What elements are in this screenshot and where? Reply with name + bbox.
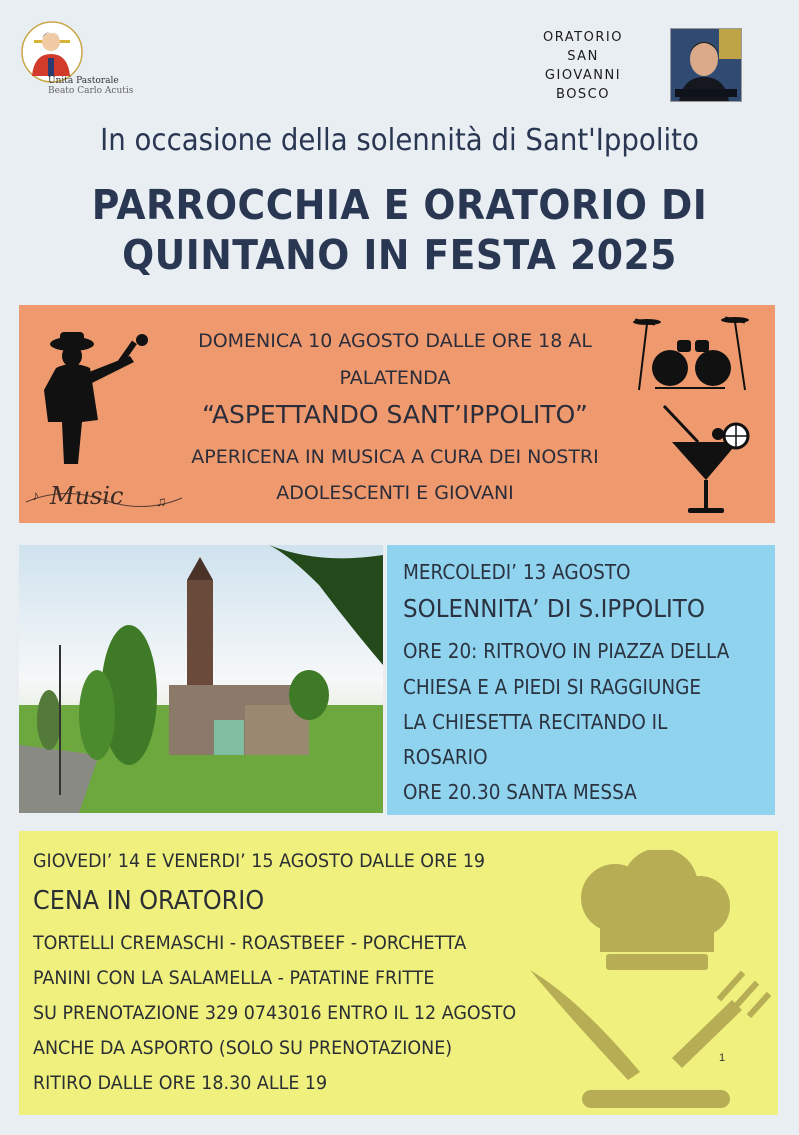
event1-date: DOMENICA 10 AGOSTO DALLE ORE 18 AL	[198, 330, 592, 352]
oratorio-name	[513, 28, 653, 104]
oratorio-line: ORATORIO	[543, 30, 623, 45]
event1-desc2: ADOLESCENTI E GIOVANI	[276, 482, 514, 504]
event3-line: PANINI CON LA SALAMELLA - PATATINE FRITTE	[33, 967, 435, 989]
don-bosco-portrait	[670, 28, 742, 102]
oratorio-line: SAN	[567, 49, 599, 64]
event3-line: TORTELLI CREMASCHI - ROASTBEEF - PORCHETTA	[33, 932, 467, 954]
event2-name: SOLENNITA’ DI S.IPPOLITO	[403, 594, 705, 623]
event2-line: LA CHIESETTA RECITANDO IL	[403, 710, 668, 734]
chef-hat-cutlery-icon	[520, 850, 775, 1110]
event1-desc1: APERICENA IN MUSICA A CURA DEI NOSTRI	[191, 446, 599, 468]
oratorio-line: BOSCO	[556, 87, 610, 102]
title-line1: PARROCCHIA E ORATORIO DI	[91, 181, 708, 229]
event3-name: CENA IN ORATORIO	[33, 886, 265, 916]
event3-line: ANCHE DA ASPORTO (SOLO SU PRENOTAZIONE)	[33, 1037, 453, 1059]
title-line2: QUINTANO IN FESTA 2025	[122, 231, 677, 279]
event3-date: GIOVEDI’ 14 E VENERDI’ 15 AGOSTO DALLE ORE 19	[33, 850, 486, 872]
event3-line: SU PRENOTAZIONE 329 0743016 ENTRO IL 12 AGOSTO	[33, 1002, 517, 1024]
event1-place: PALATENDA	[339, 367, 451, 389]
event2-date: MERCOLEDI’ 13 AGOSTO	[403, 560, 631, 584]
event2-line: ROSARIO	[403, 745, 488, 769]
page-title	[32, 180, 767, 280]
event1-name: “ASPETTANDO SANT’IPPOLITO”	[202, 400, 588, 429]
logo-text-line2: Beato Carlo Acutis	[48, 86, 134, 96]
church-photo	[19, 545, 383, 813]
svg-text:♪: ♪	[32, 487, 39, 503]
event2-line: CHIESA E A PIEDI SI RAGGIUNGE	[403, 675, 702, 699]
church-scene-icon	[19, 545, 383, 813]
event2-line: ORE 20: RITROVO IN PIAZZA DELLA	[403, 639, 730, 663]
portrait-icon	[671, 29, 741, 101]
oratorio-line: GIOVANNI	[544, 68, 622, 83]
event2-line: ORE 20.30 SANTA MESSA	[403, 780, 637, 804]
svg-text:♫: ♫	[156, 493, 167, 509]
unita-pastorale-logo	[18, 18, 168, 98]
event3-line: RITIRO DALLE ORE 18.30 ALLE 19	[33, 1072, 328, 1094]
page-number: 1	[719, 1052, 726, 1064]
subtitle: In occasione della solennità di Sant'Ippolito	[100, 123, 699, 158]
logo-text-line1: Unità Pastorale	[48, 76, 119, 86]
music-label: Music	[50, 482, 124, 510]
music-banner	[24, 478, 184, 518]
